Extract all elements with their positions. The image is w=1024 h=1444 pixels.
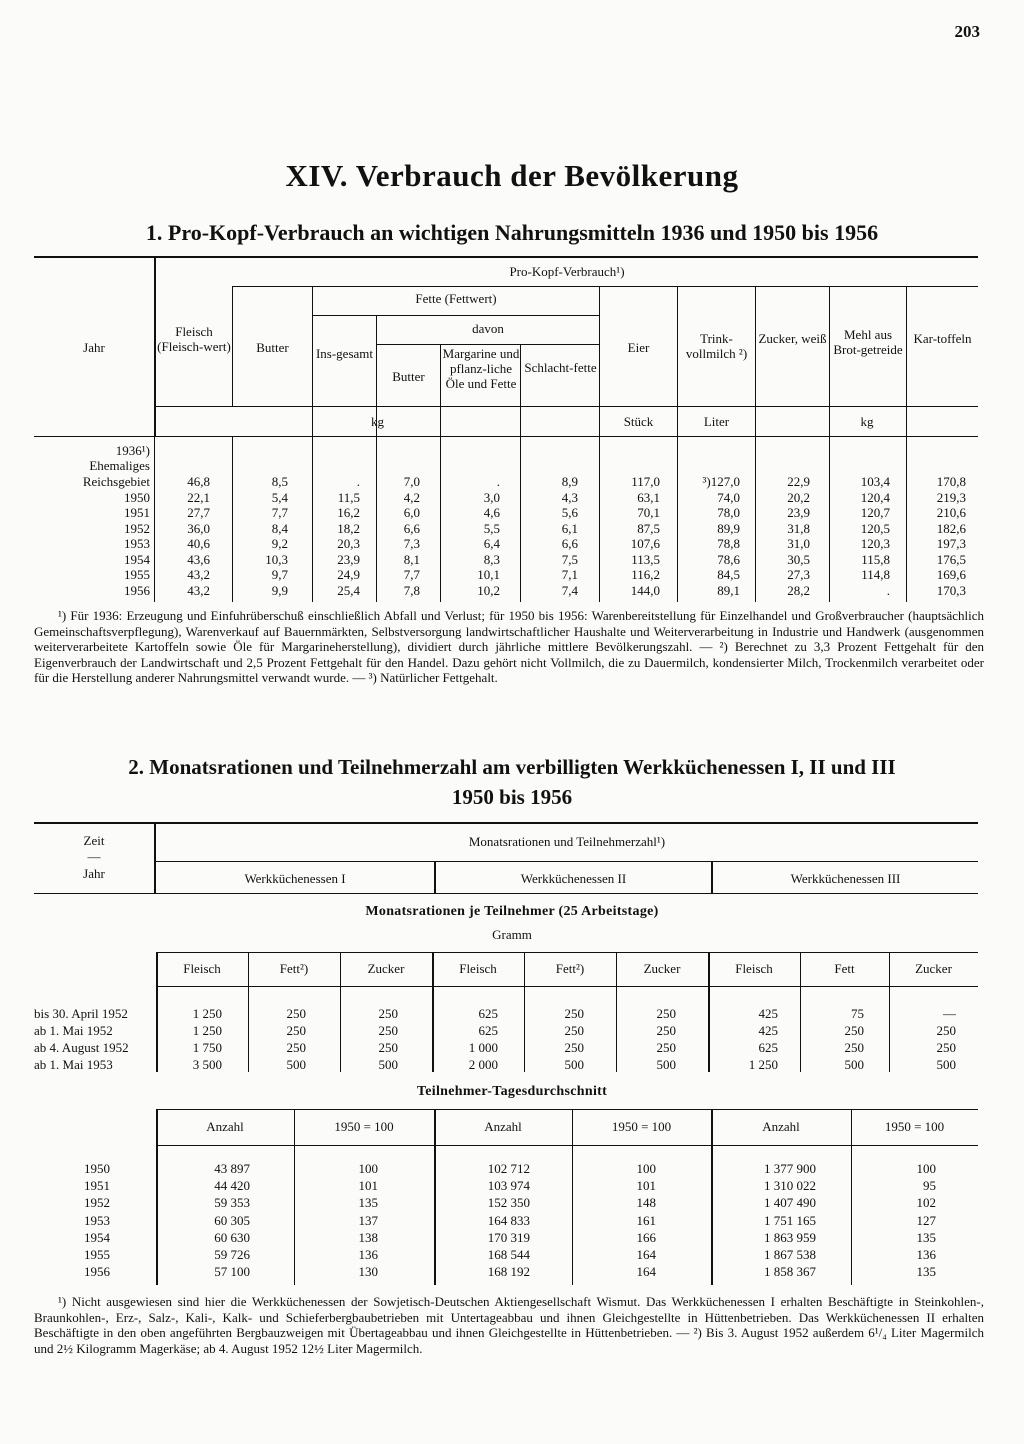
table-cell: 250: [286, 1040, 306, 1055]
table-cell: 84,5: [717, 567, 740, 582]
col-fleisch: Fleisch (Fleisch-wert): [157, 324, 231, 354]
table-cell: 116,2: [631, 567, 660, 582]
table-cell: 120,5: [860, 520, 890, 536]
col-fette: Fette (Fettwert): [415, 291, 497, 306]
table-cell: 1 377 900: [764, 1161, 816, 1176]
table-cell: 219,3: [936, 489, 966, 505]
table-cell: 36,0: [187, 520, 210, 536]
table-cell: 11,5: [337, 489, 360, 505]
table-cell: 164 833: [487, 1212, 530, 1228]
col-zeit: Zeit: [83, 833, 105, 848]
table-cell: 9,7: [271, 567, 288, 582]
table-cell: Zucker: [915, 961, 952, 976]
table-cell: 7,4: [561, 582, 578, 598]
table-cell: 31,8: [787, 520, 810, 536]
table-cell: 250: [564, 1023, 584, 1038]
table-cell: .: [356, 474, 360, 489]
col-werkkuechenessen-1: Werkküchenessen I: [244, 871, 346, 886]
table-cell: 1956: [84, 1264, 110, 1280]
table-cell: 107,6: [630, 536, 660, 551]
table-cell: 1 863 959: [764, 1229, 816, 1245]
table-cell: 3,0: [483, 489, 500, 505]
table-cell: Fett²): [555, 961, 585, 976]
table-cell: 425: [758, 1006, 778, 1021]
table2-footnote: [34, 1294, 984, 1356]
unit-kg: kg: [371, 414, 384, 429]
table-cell: 136: [916, 1247, 936, 1262]
table-cell: 101: [636, 1178, 656, 1194]
table-cell: 103 974: [487, 1178, 530, 1194]
table-cell: 164: [636, 1247, 656, 1262]
table-cell: 135: [358, 1195, 378, 1211]
table-cell: 43,6: [187, 551, 210, 567]
table-cell: 10,1: [477, 567, 500, 582]
table-cell: 40,6: [187, 536, 210, 551]
table-cell: Zucker: [367, 961, 405, 976]
table-cell: 46,8: [187, 474, 210, 489]
table-cell: 500: [656, 1057, 676, 1072]
table-cell: —: [943, 1006, 956, 1021]
table-cell: 78,8: [717, 536, 740, 551]
table-cell: 101: [358, 1178, 378, 1194]
table-cell: 102: [916, 1195, 936, 1211]
table-cell: 250: [656, 1040, 676, 1055]
table-cell: 27,3: [787, 567, 810, 582]
table-cell: 1 750: [192, 1040, 222, 1055]
table-cell: 1 250: [192, 1023, 222, 1038]
col-davon: davon: [472, 321, 504, 336]
table-cell: 166: [636, 1229, 656, 1245]
table-cell: Fleisch: [459, 961, 497, 976]
table-cell: 59 726: [214, 1247, 250, 1262]
table-cell: 1 858 367: [764, 1264, 816, 1280]
table-cell: 197,3: [936, 536, 966, 551]
unit-liter: Liter: [703, 414, 730, 429]
col-insgesamt: Ins-gesamt: [315, 346, 374, 361]
table-cell: 135: [916, 1264, 936, 1280]
table-cell: 1951: [84, 1178, 110, 1194]
table-cell: 78,0: [717, 505, 740, 520]
table-cell: 103,4: [860, 474, 890, 489]
table-cell: 6,1: [561, 520, 578, 536]
col-eier: Eier: [627, 340, 650, 355]
table-cell: 1 000: [468, 1040, 498, 1055]
table-cell: 500: [844, 1057, 864, 1072]
table-cell: 148: [636, 1195, 656, 1211]
table-cell: 6,4: [483, 536, 500, 551]
col-trinkvollmilch: Trink-vollmilch ²): [685, 331, 748, 361]
table-cell: 3 500: [192, 1057, 222, 1072]
table-cell: 1 310 022: [764, 1178, 816, 1194]
table-cell: 78,6: [717, 551, 740, 567]
table-cell: Fett²): [279, 961, 309, 976]
table-cell: Zucker: [643, 961, 681, 976]
table-cell: 250: [844, 1023, 864, 1038]
sub2-title: Teilnehmer-Tagesdurchschnitt: [416, 1084, 608, 1099]
table-cell: 130: [358, 1264, 378, 1280]
table-cell: 4,2: [403, 489, 420, 505]
table-cell: 8,5: [271, 474, 288, 489]
table-cell: 60 630: [214, 1229, 250, 1245]
table-cell: 5,4: [271, 489, 288, 505]
table-cell: 43,2: [187, 567, 210, 582]
table-cell: 23,9: [787, 505, 810, 520]
table-cell: 1 751 165: [764, 1212, 816, 1228]
table-cell: 625: [758, 1040, 778, 1055]
table-cell: 60 305: [214, 1212, 250, 1228]
table-cell: 170,3: [936, 582, 966, 598]
table-cell: 9,2: [271, 536, 288, 551]
col-werkkuechenessen-2: Werkküchenessen II: [520, 871, 627, 886]
table-cell: 1 407 490: [764, 1195, 816, 1211]
table-cell: 100: [358, 1161, 378, 1176]
table-cell: Anzahl: [762, 1119, 800, 1134]
table-cell: 1950 = 100: [884, 1119, 945, 1134]
table-cell: 95: [923, 1178, 936, 1194]
table-cell: 6,0: [403, 505, 420, 520]
table-cell: 250: [844, 1040, 864, 1055]
table-cell: 43,2: [187, 582, 210, 598]
table-cell: 120,4: [860, 489, 890, 505]
table-cell: Reichsgebiet: [82, 474, 150, 489]
table-cell: 74,0: [717, 489, 740, 505]
table-cell: 113,5: [631, 551, 660, 567]
unit-stueck: Stück: [623, 414, 654, 429]
table-cell: 250: [378, 1040, 398, 1055]
table-cell: 1950 = 100: [334, 1119, 394, 1134]
table-cell: 250: [936, 1023, 956, 1038]
table-cell: 22,9: [787, 474, 810, 489]
table-cell: 250: [564, 1040, 584, 1055]
table-cell: 168 192: [487, 1264, 530, 1280]
table-cell: 1953: [124, 536, 150, 551]
table-cell: 7,3: [403, 536, 420, 551]
table-cell: 250: [656, 1006, 676, 1021]
table-cell: 28,2: [787, 582, 810, 598]
table-cell: 9,9: [271, 582, 288, 598]
table-cell: 1954: [124, 551, 150, 567]
col-schlachtfette: Schlacht-fette: [524, 360, 597, 375]
table-cell: 59 353: [214, 1195, 250, 1211]
col-group-2: Monatsrationen und Teilnehmerzahl¹): [468, 834, 666, 849]
table-cell: 1950: [124, 489, 150, 505]
table-cell: Fleisch: [183, 961, 221, 976]
table-cell: 117,0: [631, 474, 660, 489]
table-cell: 1956: [124, 582, 150, 598]
table-cell: 27,7: [187, 505, 210, 520]
table-cell: 7,0: [403, 474, 420, 489]
table-cell: 10,3: [265, 551, 288, 567]
table-cell: 182,6: [936, 520, 966, 536]
table-cell: 210,6: [936, 505, 966, 520]
table-cell: bis 30. April 1952: [34, 1006, 128, 1021]
table-cell: 250: [286, 1023, 306, 1038]
table-cell: 250: [378, 1023, 398, 1038]
table-cell: 6,6: [561, 536, 578, 551]
table-cell: ab 4. August 1952: [34, 1040, 129, 1055]
table-cell: 7,8: [403, 582, 420, 598]
table-cell: .: [496, 474, 500, 489]
table-cell: 135: [916, 1229, 936, 1245]
table-cell: 25,4: [337, 582, 360, 598]
table-cell: 1955: [84, 1247, 110, 1262]
table-cell: 43 897: [214, 1161, 250, 1176]
table-cell: 30,5: [787, 551, 810, 567]
table-cell: 500: [936, 1057, 956, 1072]
table-cell: 100: [916, 1161, 936, 1176]
table-cell: 22,1: [187, 489, 210, 505]
table-cell: 500: [378, 1057, 398, 1072]
table-cell: 250: [378, 1006, 398, 1021]
col-zucker: Zucker, weiß: [758, 331, 827, 346]
table-cell: 87,5: [637, 520, 660, 536]
col-werkkuechenessen-3: Werkküchenessen III: [790, 871, 901, 886]
col-group: Pro-Kopf-Verbrauch¹): [509, 264, 625, 279]
table-cell: Fleisch: [735, 961, 773, 976]
table-cell: 120,3: [860, 536, 890, 551]
table-cell: 144,0: [630, 582, 660, 598]
table-cell: 114,8: [861, 567, 890, 582]
table-cell: 250: [936, 1040, 956, 1055]
table1-title: 1. Pro-Kopf-Verbrauch an wichtigen Nahrungsmitteln 1936 und 1950 bis 1956: [145, 220, 879, 245]
table-cell: 137: [358, 1212, 378, 1228]
table-cell: 8,4: [271, 520, 288, 536]
table-cell: 176,5: [936, 551, 966, 567]
table-cell: 152 350: [487, 1195, 530, 1211]
table-cell: 170,8: [936, 474, 966, 489]
table-cell: 18,2: [337, 520, 360, 536]
table-cell: 75: [851, 1006, 864, 1021]
table-cell: 250: [286, 1006, 306, 1021]
footnote-text: ¹) Für 1936: Erzeugung und Einfuhrüberschuß einschließlich Abfall und Verlust; für 1950 bis 1956: Warenbereitstellung für Einzelhandel und Großverbraucher (hauptsächlich Gemeinschaftsverpflegung), Warenverkauf auf Bauernmärkten, Selbstversorgung landwirtschaftlicher Haushalte und Weiterverarbeitung in Industrie und Handwerk (ausgenommen weiterverarbeitete Kartoffeln sowie Öle für Margarineherstellung), dividiert durch jährliche mittlere Bevölkerungszahl. — ²) Berechnet zu 3,3 Prozent Fettgehalt für den Eigenverbrauch der Landwirtschaft und 2,5 Prozent Fettgehalt für den Handel. Dazu gehört nicht Vollmilch, die zu Dauermilch, kondensierter Milch, Trockenmilch verarbeitet oder für die Herstellung anderer Nahrungsmittel verwandt wurde. — ³) Natürlicher Fettgehalt.: [34, 608, 984, 685]
table-cell: 4,6: [483, 505, 500, 520]
table-cell: 500: [286, 1057, 306, 1072]
unit-kg-2: kg: [860, 414, 874, 429]
table-cell: 57 100: [214, 1264, 250, 1280]
table-cell: 425: [758, 1023, 778, 1038]
table-cell: 1955: [124, 567, 150, 582]
table-cell: 23,9: [337, 551, 360, 567]
table-cell: 1951: [124, 505, 150, 520]
table-cell: 2 000: [468, 1057, 498, 1072]
table1-footnote: [34, 608, 984, 686]
table-cell: 8,9: [561, 474, 578, 489]
table-cell: 1950 = 100: [611, 1119, 672, 1134]
table-cell: 24,9: [337, 567, 360, 582]
table-cell: Anzahl: [206, 1119, 244, 1134]
col-fette-butter: Butter: [392, 369, 425, 384]
pre-row-ehemaliges: Ehemaliges: [89, 458, 150, 473]
table2-title-line2: 1950 bis 1956: [451, 785, 573, 809]
table-cell: 250: [656, 1023, 676, 1038]
table-cell: 170 319: [487, 1229, 530, 1245]
col-jahr-2: Jahr: [83, 866, 105, 881]
table-cell: 31,0: [787, 536, 810, 551]
table-cell: 102 712: [487, 1161, 530, 1176]
table-cell: 70,1: [637, 505, 660, 520]
col-jahr: Jahr: [83, 340, 105, 355]
table-cell: 20,3: [337, 536, 360, 551]
table2-title-line1: 2. Monatsrationen und Teilnehmerzahl am verbilligten Werkküchenessen I, II und III: [128, 755, 896, 779]
col-mehl: Mehl aus Brot-getreide: [833, 327, 903, 357]
table-cell: 89,9: [717, 520, 740, 536]
table-cell: 6,6: [403, 520, 420, 536]
table-cell: 5,5: [483, 520, 500, 536]
table-cell: 1950: [84, 1161, 110, 1176]
table-cell: 1 867 538: [764, 1247, 816, 1262]
table-cell: 8,3: [483, 551, 500, 567]
table-cell: 63,1: [637, 489, 660, 505]
table-cell: 625: [478, 1006, 498, 1021]
table-cell: 1952: [84, 1195, 110, 1211]
table-cell: ab 1. Mai 1952: [34, 1023, 113, 1038]
sub1-title: Monatsrationen je Teilnehmer (25 Arbeitstage): [365, 904, 659, 919]
table-cell: 1954: [84, 1229, 110, 1245]
table-cell: 250: [564, 1006, 584, 1021]
table-cell: 161: [636, 1212, 656, 1228]
table-cell: Fett: [834, 961, 855, 976]
table-cell: Anzahl: [484, 1119, 522, 1134]
table-cell: 20,2: [787, 489, 810, 505]
col-kartoffeln: Kar-toffeln: [913, 331, 972, 346]
table-cell: 7,7: [403, 567, 420, 582]
table-cell: 169,6: [936, 567, 966, 582]
table-cell: 1 250: [748, 1057, 778, 1072]
table-cell: 136: [358, 1247, 378, 1262]
table-cell: 120,7: [860, 505, 890, 520]
sub1-unit: Gramm: [492, 927, 532, 942]
table-cell: 625: [478, 1023, 498, 1038]
col-dash: —: [87, 849, 101, 864]
table-cell: .: [886, 582, 890, 598]
col-margarine: Margarine und pflanz-liche Öle und Fette: [442, 346, 520, 391]
table-cell: 127: [916, 1212, 936, 1228]
table-cell: 5,6: [561, 505, 578, 520]
table-cell: 8,1: [403, 551, 420, 567]
table-cell: 89,1: [717, 582, 740, 598]
chapter-title: XIV. Verbrauch der Bevölkerung: [285, 158, 739, 193]
page-number: 203: [954, 22, 980, 41]
table-cell: 164: [636, 1264, 656, 1280]
table-cell: 7,1: [561, 567, 578, 582]
table-cell: 138: [358, 1229, 378, 1245]
table-cell: 10,2: [477, 582, 500, 598]
col-butter: Butter: [256, 340, 289, 355]
table-cell: ³)127,0: [702, 474, 740, 489]
table-cell: 1953: [84, 1212, 110, 1228]
table-cell: 115,8: [861, 551, 890, 567]
table-cell: 168 544: [487, 1247, 530, 1262]
table-cell: 44 420: [214, 1178, 250, 1194]
table-cell: 100: [636, 1161, 656, 1176]
table-cell: 4,3: [561, 489, 578, 505]
table-cell: 1952: [124, 520, 150, 536]
table-cell: 16,2: [337, 505, 360, 520]
table-cell: 500: [564, 1057, 584, 1072]
table-cell: 1 250: [192, 1006, 222, 1021]
table-cell: ab 1. Mai 1953: [34, 1057, 113, 1072]
table-cell: 7,5: [561, 551, 578, 567]
footnote-text-2: ¹) Nicht ausgewiesen sind hier die Werkküchenessen der Sowjetisch-Deutschen Aktiengesellschaft Wismut. Das Werkküchenessen I erhalten Beschäftigte in Steinkohlen-, Braunkohlen-, Erz-, Salz-, Kali-, Kalk- und Schieferbergbaubetrieben mit Untertageabbau und ihnen Gleichgestellte in Hüttenbetrieben. Das Werkküchenessen II erhalten Beschäftigte in den oben angeführten Bergbauzweigen mit Übertageabbau und ihnen Gleichgestellte in Hüttenbetrieben. — ²) Bis 3. August 1952 außerdem 6¹/₄ Liter Magermilch und 2½ Kilogramm Magerkäse; ab 4. August 1952 12½ Liter Magermilch.: [34, 1294, 984, 1356]
table-cell: 7,7: [271, 505, 288, 520]
pre-row-1936: 1936¹): [115, 443, 150, 458]
